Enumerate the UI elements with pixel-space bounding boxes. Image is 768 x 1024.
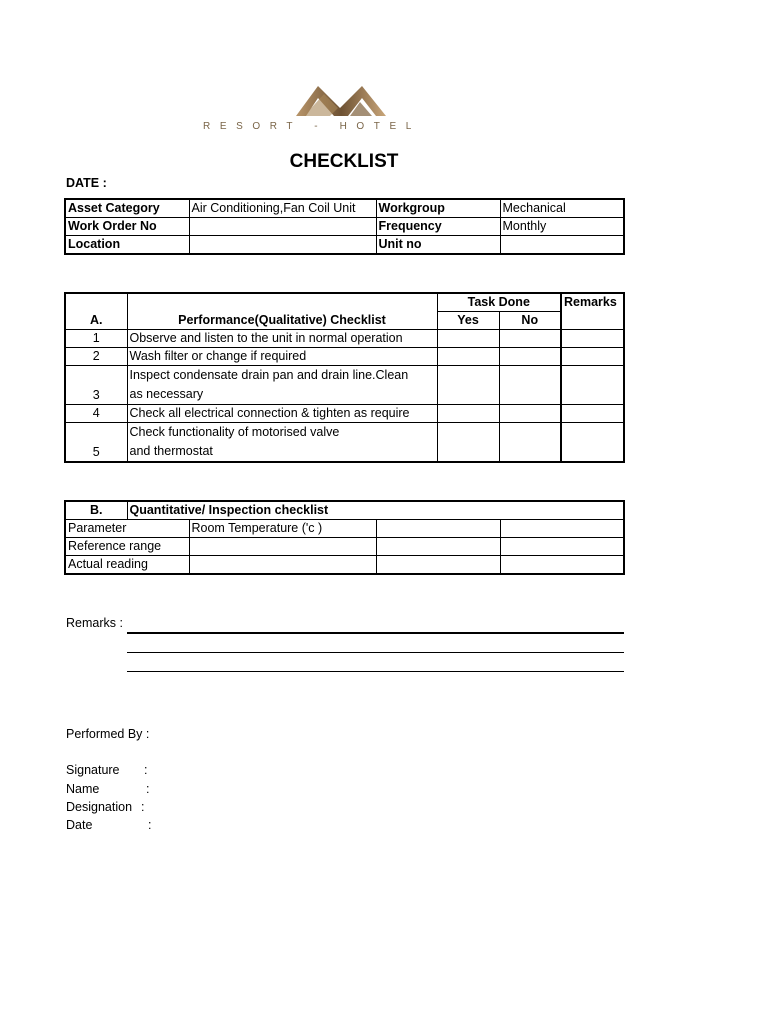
remarks-cell[interactable] (561, 405, 624, 423)
table-row (65, 366, 624, 405)
remarks-header: Remarks (561, 293, 624, 330)
table-row (65, 520, 624, 538)
workgroup-label: Workgroup (376, 199, 500, 218)
unit-no-value[interactable] (500, 236, 624, 255)
logo-text: RESORT - HOTEL (203, 121, 421, 132)
name-colon: : (146, 782, 150, 796)
remarks-cell[interactable] (561, 348, 624, 366)
asset-info-table (64, 198, 625, 255)
no-cell[interactable] (499, 348, 561, 366)
yes-cell[interactable] (437, 366, 499, 405)
item-description (127, 366, 437, 405)
actual-reading-value[interactable] (189, 556, 376, 575)
asset-category-value[interactable]: Air Conditioning,Fan Coil Unit (189, 199, 376, 218)
actual-reading-extra-cell[interactable] (500, 556, 624, 575)
yes-cell[interactable] (437, 330, 499, 348)
work-order-value[interactable] (189, 218, 376, 236)
qualitative-checklist-table (64, 292, 625, 463)
item-description: Wash filter or change if required (127, 348, 437, 366)
remarks-cell[interactable] (561, 366, 624, 405)
parameter-label: Parameter (65, 520, 189, 538)
item-number: 3 (65, 366, 127, 405)
no-header: No (499, 312, 561, 330)
item-description: Observe and listen to the unit in normal operation (127, 330, 437, 348)
table-row (65, 199, 624, 218)
item-description: Check all electrical connection & tighten as require (127, 405, 437, 423)
yes-cell[interactable] (437, 423, 499, 463)
reference-range-value[interactable] (189, 538, 376, 556)
table-row (65, 556, 624, 575)
parameter-value: Room Temperature ('c ) (189, 520, 376, 538)
item-number: 5 (65, 423, 127, 463)
page-title: CHECKLIST (289, 151, 399, 172)
table-row (65, 538, 624, 556)
parameter-extra-cell[interactable] (500, 520, 624, 538)
work-order-label: Work Order No (65, 218, 189, 236)
no-cell[interactable] (499, 423, 561, 463)
name-label: Name (66, 782, 100, 796)
item-number: 2 (65, 348, 127, 366)
location-label: Location (65, 236, 189, 255)
reference-range-extra-cell[interactable] (500, 538, 624, 556)
item-description-line: as necessary (129, 387, 204, 401)
item-number: 4 (65, 405, 127, 423)
date-label: DATE : (66, 176, 107, 190)
frequency-value[interactable]: Monthly (500, 218, 624, 236)
section-b-heading: Quantitative/ Inspection checklist (127, 501, 624, 520)
item-description (127, 423, 437, 463)
actual-reading-label: Actual reading (65, 556, 189, 575)
table-row (65, 423, 624, 463)
signature-colon: : (144, 763, 148, 777)
section-a-heading: Performance(Qualitative) Checklist (127, 293, 437, 330)
table-row (65, 218, 624, 236)
date-field-label: Date (66, 818, 93, 832)
item-description-line: Inspect condensate drain pan and drain line.Clean (129, 368, 409, 382)
frequency-label: Frequency (376, 218, 500, 236)
remarks-cell[interactable] (561, 330, 624, 348)
remarks-line[interactable] (127, 652, 624, 653)
unit-no-label: Unit no (376, 236, 500, 255)
section-b-label: B. (65, 501, 127, 520)
yes-header: Yes (437, 312, 499, 330)
no-cell[interactable] (499, 405, 561, 423)
remarks-line[interactable] (127, 632, 624, 634)
table-row (65, 330, 624, 348)
no-cell[interactable] (499, 366, 561, 405)
quantitative-checklist-table (64, 500, 625, 575)
workgroup-value[interactable]: Mechanical (500, 199, 624, 218)
table-row (65, 236, 624, 255)
item-number: 1 (65, 330, 127, 348)
item-description-line: and thermostat (129, 444, 213, 458)
asset-category-label: Asset Category (65, 199, 189, 218)
actual-reading-extra-cell[interactable] (376, 556, 500, 575)
table-row (65, 348, 624, 366)
performed-by-label: Performed By : (66, 727, 150, 741)
section-a-label: A. (65, 293, 127, 330)
designation-label: Designation (66, 800, 133, 814)
designation-colon: : (141, 800, 145, 814)
item-description-line: Check functionality of motorised valve (129, 425, 340, 439)
yes-cell[interactable] (437, 405, 499, 423)
parameter-extra-cell[interactable] (376, 520, 500, 538)
reference-range-extra-cell[interactable] (376, 538, 500, 556)
task-done-header: Task Done (437, 293, 561, 312)
table-row (65, 293, 624, 312)
yes-cell[interactable] (437, 348, 499, 366)
remarks-cell[interactable] (561, 423, 624, 463)
date-colon: : (148, 818, 152, 832)
location-value[interactable] (189, 236, 376, 255)
remarks-label: Remarks : (66, 616, 123, 630)
signature-label: Signature (66, 763, 120, 777)
table-row (65, 501, 624, 520)
reference-range-label: Reference range (65, 538, 189, 556)
table-row (65, 405, 624, 423)
remarks-line[interactable] (127, 671, 624, 672)
no-cell[interactable] (499, 330, 561, 348)
